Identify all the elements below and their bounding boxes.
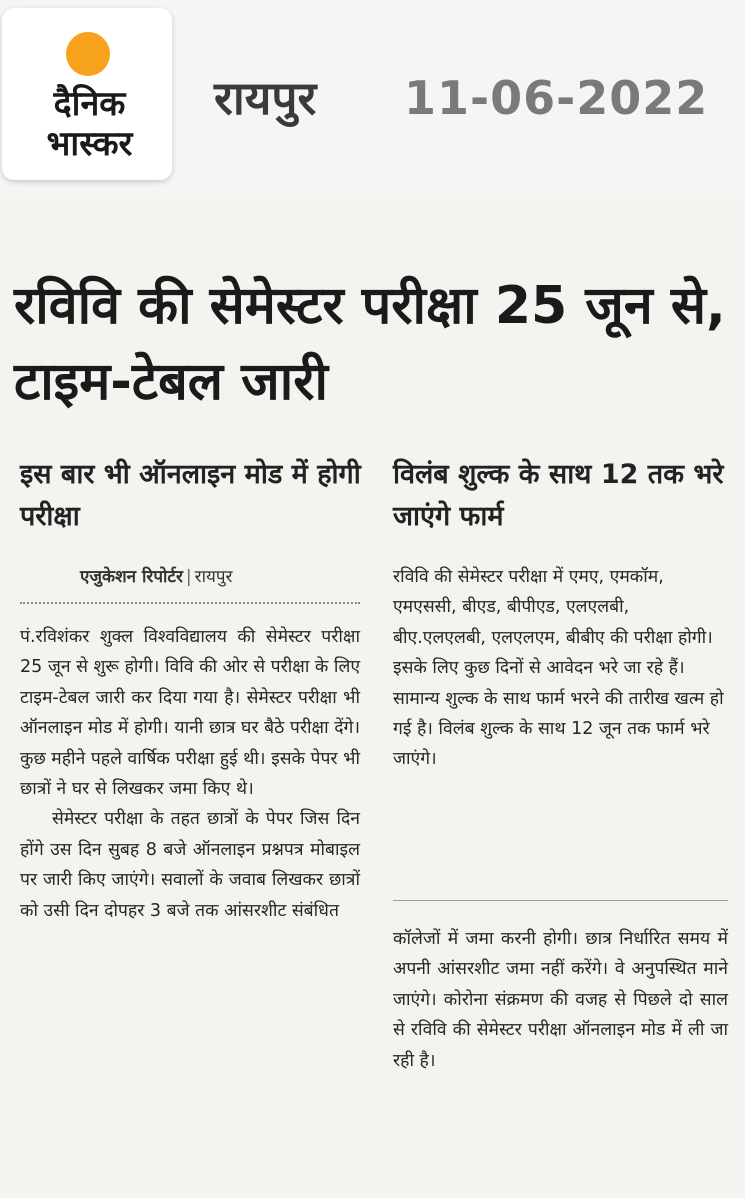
left-paragraph-2: सेमेस्टर परीक्षा के तहत छात्रों के पेपर जिस दिन होंगे उस दिन सुबह 8 बजे ऑनलाइन प्रश्नपत्र मोबाइल पर जारी किए जाएंगे। सवालों के जवाब लिखकर छात्रों को उसी दिन दोपहर 3 बजे तक आंसरशीट संबंधित	[20, 809, 360, 921]
right-column-top	[393, 562, 725, 775]
header-bar	[0, 0, 745, 200]
sun-logo-icon	[66, 32, 110, 76]
edition-date: 11-06-2022	[404, 71, 709, 125]
logo-text-line2: भास्कर	[46, 124, 133, 164]
left-column-body	[20, 622, 360, 926]
article-headline: रविवि की सेमेस्टर परीक्षा 25 जून से, टाइम-टेबल जारी	[14, 276, 726, 412]
subheadline-left: इस बार भी ऑनलाइन मोड में होगी परीक्षा	[20, 459, 361, 532]
right-paragraph-2: कॉलेजों में जमा करनी होगी। छात्र निर्धारित समय में अपनी आंसरशीट जमा नहीं करेंगे। वे अनुपस्थित माने जाएंगे। कोरोना संक्रमण की वजह से पिछले दो साल से रविवि की सेमेस्टर परीक्षा ऑनलाइन मोड में ली जा रही है।	[393, 929, 728, 1071]
right-column-divider	[393, 900, 728, 901]
right-column-bottom	[393, 924, 728, 1076]
byline	[80, 564, 232, 590]
left-paragraph-1: पं.रविशंकर शुक्ल विश्वविद्यालय की सेमेस्टर परीक्षा 25 जून से शुरू होगी। विवि की ओर से परीक्षा के लिए टाइम-टेबल जारी कर दिया गया है। सेमेस्टर परीक्षा भी ऑनलाइन मोड में होगी। यानी छात्र घर बैठे परीक्षा देंगे। कुछ महीने पहले वार्षिक परीक्षा हुई थी। इसके पेपर भी छात्रों ने घर से लिखकर जमा किए थे।	[20, 627, 360, 800]
byline-divider	[20, 602, 360, 604]
byline-city: रायपुर	[194, 567, 233, 587]
dainik-bhaskar-logo	[2, 8, 172, 180]
byline-separator: |	[185, 567, 192, 587]
right-paragraph-1: रविवि की सेमेस्टर परीक्षा में एमए, एमकॉम, एमएससी, बीएड, बीपीएड, एलएलबी, बीए.एलएलबी, एलएलएम, बीबीए की परीक्षा होगी। इसके लिए कुछ दिनों से आवेदन भरे जा रहे हैं। सामान्य शुल्क के साथ फार्म भरने की तारीख खत्म हो गई है। विलंब शुल्क के साथ 12 जून तक फार्म भरे जाएंगे।	[393, 567, 724, 770]
logo-text-line1: दैनिक	[53, 84, 126, 124]
byline-role: एजुकेशन रिपोर्टर	[80, 567, 183, 587]
subheadline-right: विलंब शुल्क के साथ 12 तक भरे जाएंगे फार्म	[393, 459, 724, 532]
edition-city: रायपुर	[214, 71, 317, 125]
